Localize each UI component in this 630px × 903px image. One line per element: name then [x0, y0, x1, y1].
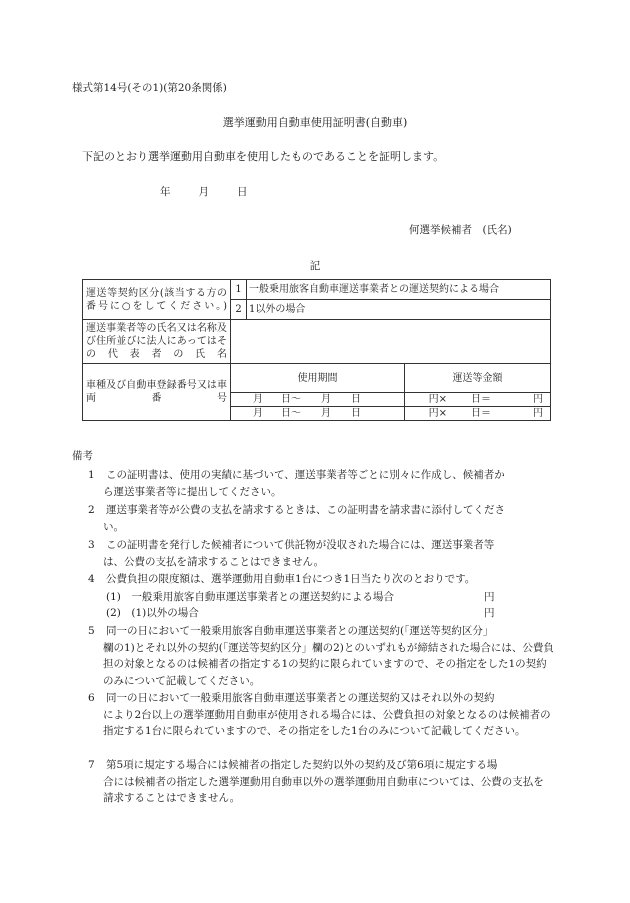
period-month-end: 月 [321, 394, 331, 405]
note-rest: い。 [103, 520, 124, 533]
contract-type-label: 運送等契約区分(該当する方の番号に○をしてください。) [83, 280, 231, 320]
note-number: 4 [88, 573, 95, 585]
note-line1: 同一の日において一般乗用旅客自動車運送事業者との運送契約又はそれ以外の契約 [106, 692, 495, 704]
period-cell[interactable] [231, 407, 405, 421]
note-line1: この証明書を発行した候補者について供託物が没収された場合には、運送事業者等 [106, 539, 495, 551]
period-day-end: 日 [351, 394, 361, 405]
option-1-number[interactable]: 1 [231, 280, 247, 300]
option-1-text: 一般乗用旅客自動車運送事業者との運送契約による場合 [247, 280, 551, 300]
note-item [88, 757, 554, 807]
operator-field[interactable] [231, 320, 551, 364]
amount-cell[interactable] [405, 393, 551, 407]
certificate-table [82, 279, 551, 421]
note-item [88, 571, 554, 588]
amount-yen-rate: 円× [428, 394, 447, 405]
limit-item-1-label: (1) 一般乗用旅客自動車運送事業者との運送契約による場合 [106, 591, 394, 603]
note-number: 2 [88, 504, 95, 516]
ki-heading: 記 [309, 260, 321, 272]
amount-days: 日＝ [471, 408, 491, 419]
date-year: 年 [160, 186, 171, 198]
date-day: 日 [237, 186, 248, 198]
note-rest: は、公費の支払を請求することはできません。 [103, 555, 325, 568]
period-month-start: 月 [253, 394, 263, 405]
limit-item-2-unit: 円 [484, 607, 495, 619]
period-header: 使用期間 [231, 364, 405, 393]
candidate-name-line: 何選挙候補者 (氏名) [409, 224, 512, 236]
amount-total: 円 [533, 394, 543, 405]
note-line1: 公費負担の限度額は、選挙運動用自動車1台につき1日当たり次のとおりです。 [106, 573, 476, 585]
note-number: 7 [88, 759, 95, 771]
date-month: 月 [198, 186, 209, 198]
note-line1: 同一の日において一般乗用旅客自動車運送事業者との運送契約(「運送等契約区分」 [106, 625, 494, 637]
amount-total: 円 [533, 408, 543, 419]
operator-label: 運送事業者等の氏名又は名称及び住所並びに法人にあってはその代表者の氏名 [83, 320, 231, 364]
note-number: 5 [88, 625, 95, 637]
note-item [88, 623, 554, 689]
certification-statement: 下記のとおり選挙運動用自動車を使用したものであることを証明します。 [82, 150, 445, 163]
note-number: 6 [88, 692, 95, 704]
note-number: 1 [88, 469, 95, 481]
limit-item-1-unit: 円 [484, 591, 495, 603]
note-item [88, 502, 554, 535]
note-item [88, 537, 554, 570]
note-rest: ら運送事業者等に提出してください。 [103, 485, 282, 498]
amount-header: 運送等金額 [405, 364, 551, 393]
document-title: 選挙運動用自動車使用証明書(自動車) [222, 116, 408, 129]
note-rest: 欄の1)とそれ以外の契約(「運送等契約区分」欄の2)とのいずれもが締結された場合には、公費負担の対象となるのは候補者の指定する1の契約に限られていますので、その指定をした1の契約のみについて記載してください。 [103, 641, 554, 687]
option-2-number[interactable]: 2 [231, 300, 247, 320]
period-month-start: 月 [253, 408, 263, 419]
notes-title: 備考 [72, 450, 93, 462]
period-cell[interactable] [231, 393, 405, 407]
note-item [88, 690, 554, 740]
period-day-end: 日 [351, 408, 361, 419]
note-item [88, 467, 554, 500]
note-line1: 運送事業者等が公費の支払を請求するときは、この証明書を請求書に添付してくださ [106, 504, 505, 516]
period-day-start: 日〜 [281, 408, 301, 419]
amount-cell[interactable] [405, 407, 551, 421]
limit-item-2-label: (2) (1)以外の場合 [106, 607, 199, 619]
period-month-end: 月 [321, 408, 331, 419]
amount-yen-rate: 円× [428, 408, 447, 419]
note-rest: により2台以上の選挙運動用自動車が使用される場合には、公費負担の対象となるのは候補者の指定する1台に限られていますので、その指定をした1台のみについて記載してください。 [103, 708, 551, 737]
amount-days: 日＝ [471, 394, 491, 405]
form-number: 様式第14号(その1)(第20条関係) [72, 82, 227, 94]
note-number: 3 [88, 539, 95, 551]
note-line1: 第5項に規定する場合には候補者の指定した契約以外の契約及び第6項に規定する場 [106, 759, 498, 771]
note-line1: この証明書は、使用の実績に基づいて、運送事業者等ごとに別々に作成し、候補者か [106, 469, 505, 481]
period-day-start: 日〜 [281, 394, 301, 405]
vehicle-label: 車種及び自動車登録番号又は車両番号 [83, 364, 231, 421]
note-rest: 合には候補者の指定した選挙運動用自動車以外の選挙運動用自動車については、公費の支払を請求することはできません。 [103, 775, 544, 804]
option-2-text: 1以外の場合 [247, 300, 551, 320]
date-line [160, 184, 248, 199]
